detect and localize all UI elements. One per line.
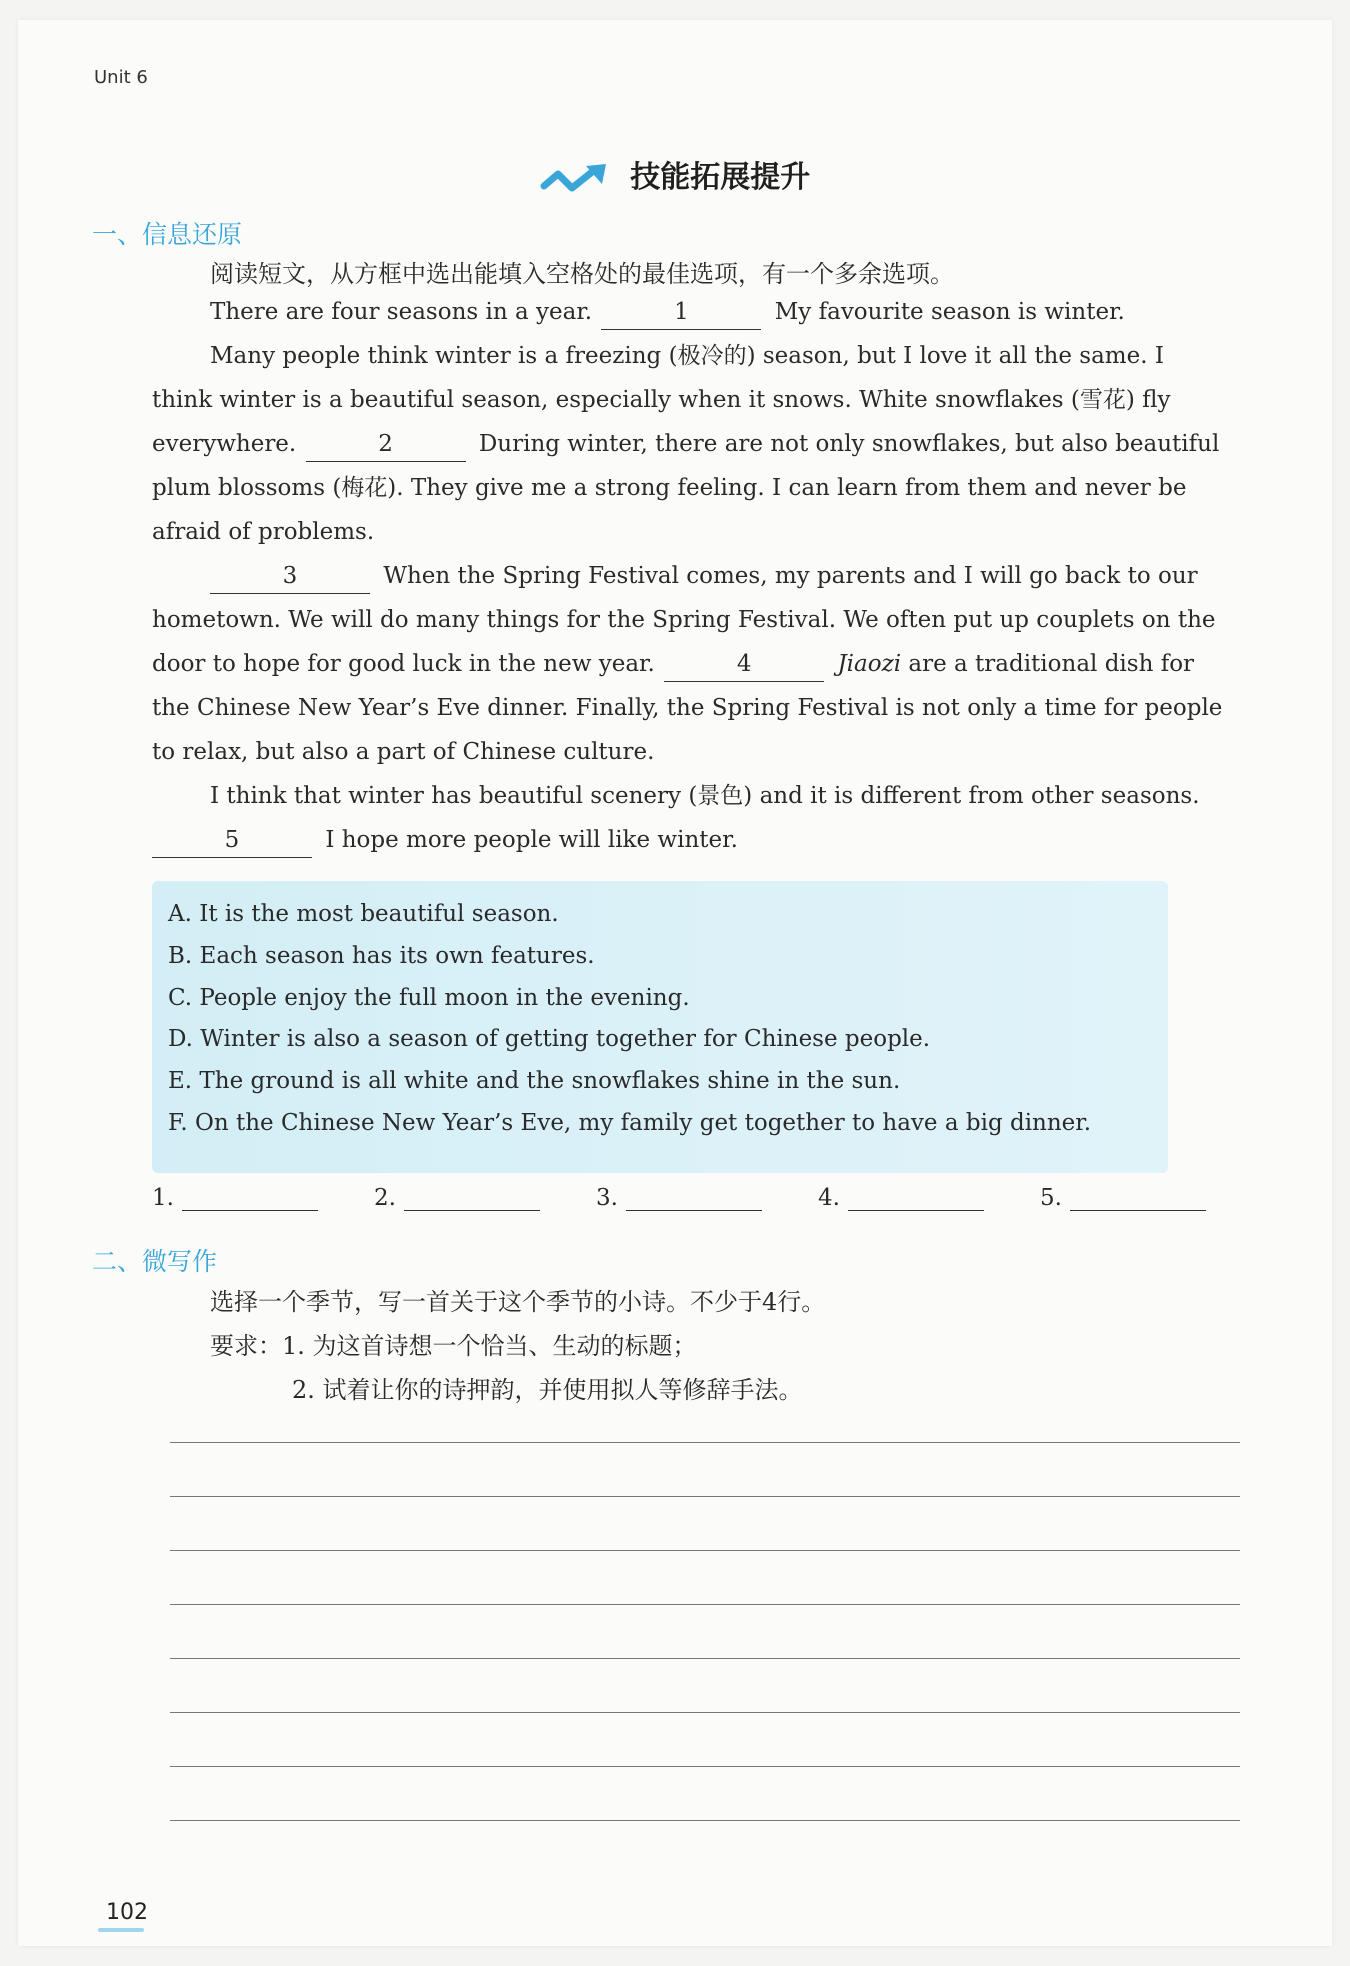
option-e: E. The ground is all white and the snowflakes shine in the sun. — [168, 1068, 901, 1094]
para-line-5: plum blossoms (梅花). They give me a strong feeling. I can learn from them and never be — [152, 475, 1187, 501]
answer-slot-5[interactable]: 5. — [1040, 1184, 1206, 1211]
page — [18, 20, 1332, 1946]
section-title-text: 技能拓展提升 — [630, 160, 811, 195]
option-a: A. It is the most beautiful season. — [168, 901, 559, 927]
part2-heading: 二、微写作 — [92, 1247, 218, 1276]
writing-line[interactable] — [170, 1658, 1240, 1659]
blank-4[interactable]: 4 — [664, 647, 824, 682]
para-line-8: hometown. We will do many things for the Spring Festival. We often put up couplets on the — [152, 607, 1216, 633]
unit-label: Unit 6 — [94, 67, 148, 88]
para-line-1: There are four seasons in a year. 1 My favourite season is winter. — [210, 290, 1125, 334]
writing-line[interactable] — [170, 1550, 1240, 1551]
writing-line[interactable] — [170, 1712, 1240, 1713]
part2-requirement-1: 要求：1. 为这首诗想一个恰当、生动的标题； — [210, 1332, 697, 1360]
option-c: C. People enjoy the full moon in the evening. — [168, 985, 690, 1011]
trend-arrow-icon — [540, 160, 630, 195]
answer-slot-2[interactable]: 2. — [374, 1184, 540, 1211]
para-line-9: door to hope for good luck in the new year. 4 Jiaozi are a traditional dish for — [152, 642, 1194, 686]
blank-1[interactable]: 1 — [601, 295, 761, 330]
section-title — [18, 152, 1332, 196]
option-d: D. Winter is also a season of getting together for Chinese people. — [168, 1026, 931, 1052]
blank-3[interactable]: 3 — [210, 559, 370, 594]
options-box — [152, 881, 1168, 1173]
writing-line[interactable] — [170, 1496, 1240, 1497]
blank-5[interactable]: 5 — [152, 823, 312, 858]
para-line-13: 5 I hope more people will like winter. — [152, 818, 738, 862]
writing-line[interactable] — [170, 1442, 1240, 1443]
para-line-7: 3 When the Spring Festival comes, my parents and I will go back to our — [210, 554, 1198, 598]
page-number: 102 — [106, 1900, 148, 1925]
para-line-10: the Chinese New Year’s Eve dinner. Finally, the Spring Festival is not only a time for people — [152, 695, 1223, 721]
para-line-3: think winter is a beautiful season, especially when it snows. White snowflakes (雪花) fly — [152, 387, 1171, 413]
part2-instruction: 选择一个季节，写一首关于这个季节的小诗。不少于4行。 — [210, 1288, 826, 1316]
writing-line[interactable] — [170, 1820, 1240, 1821]
para-line-12: I think that winter has beautiful scenery (景色) and it is different from other seasons. — [210, 783, 1200, 809]
part1-instruction: 阅读短文，从方框中选出能填入空格处的最佳选项，有一个多余选项。 — [210, 260, 954, 288]
option-f: F. On the Chinese New Year’s Eve, my family get together to have a big dinner. — [168, 1110, 1092, 1136]
answer-slot-3[interactable]: 3. — [596, 1184, 762, 1211]
para-line-4: everywhere. 2 During winter, there are not only snowflakes, but also beautiful — [152, 422, 1219, 466]
option-b: B. Each season has its own features. — [168, 943, 595, 969]
part1-heading: 一、信息还原 — [92, 220, 243, 249]
writing-line[interactable] — [170, 1766, 1240, 1767]
para-line-2: Many people think winter is a freezing (极冷的) season, but I love it all the same. I — [210, 343, 1164, 369]
para-line-11: to relax, but also a part of Chinese culture. — [152, 739, 655, 765]
answer-slot-1[interactable]: 1. — [152, 1184, 318, 1211]
para-line-6: afraid of problems. — [152, 519, 375, 545]
page-number-accent — [98, 1928, 144, 1932]
answer-slot-4[interactable]: 4. — [818, 1184, 984, 1211]
writing-line[interactable] — [170, 1604, 1240, 1605]
blank-2[interactable]: 2 — [306, 427, 466, 462]
part2-requirement-2: 2. 试着让你的诗押韵，并使用拟人等修辞手法。 — [292, 1376, 803, 1404]
